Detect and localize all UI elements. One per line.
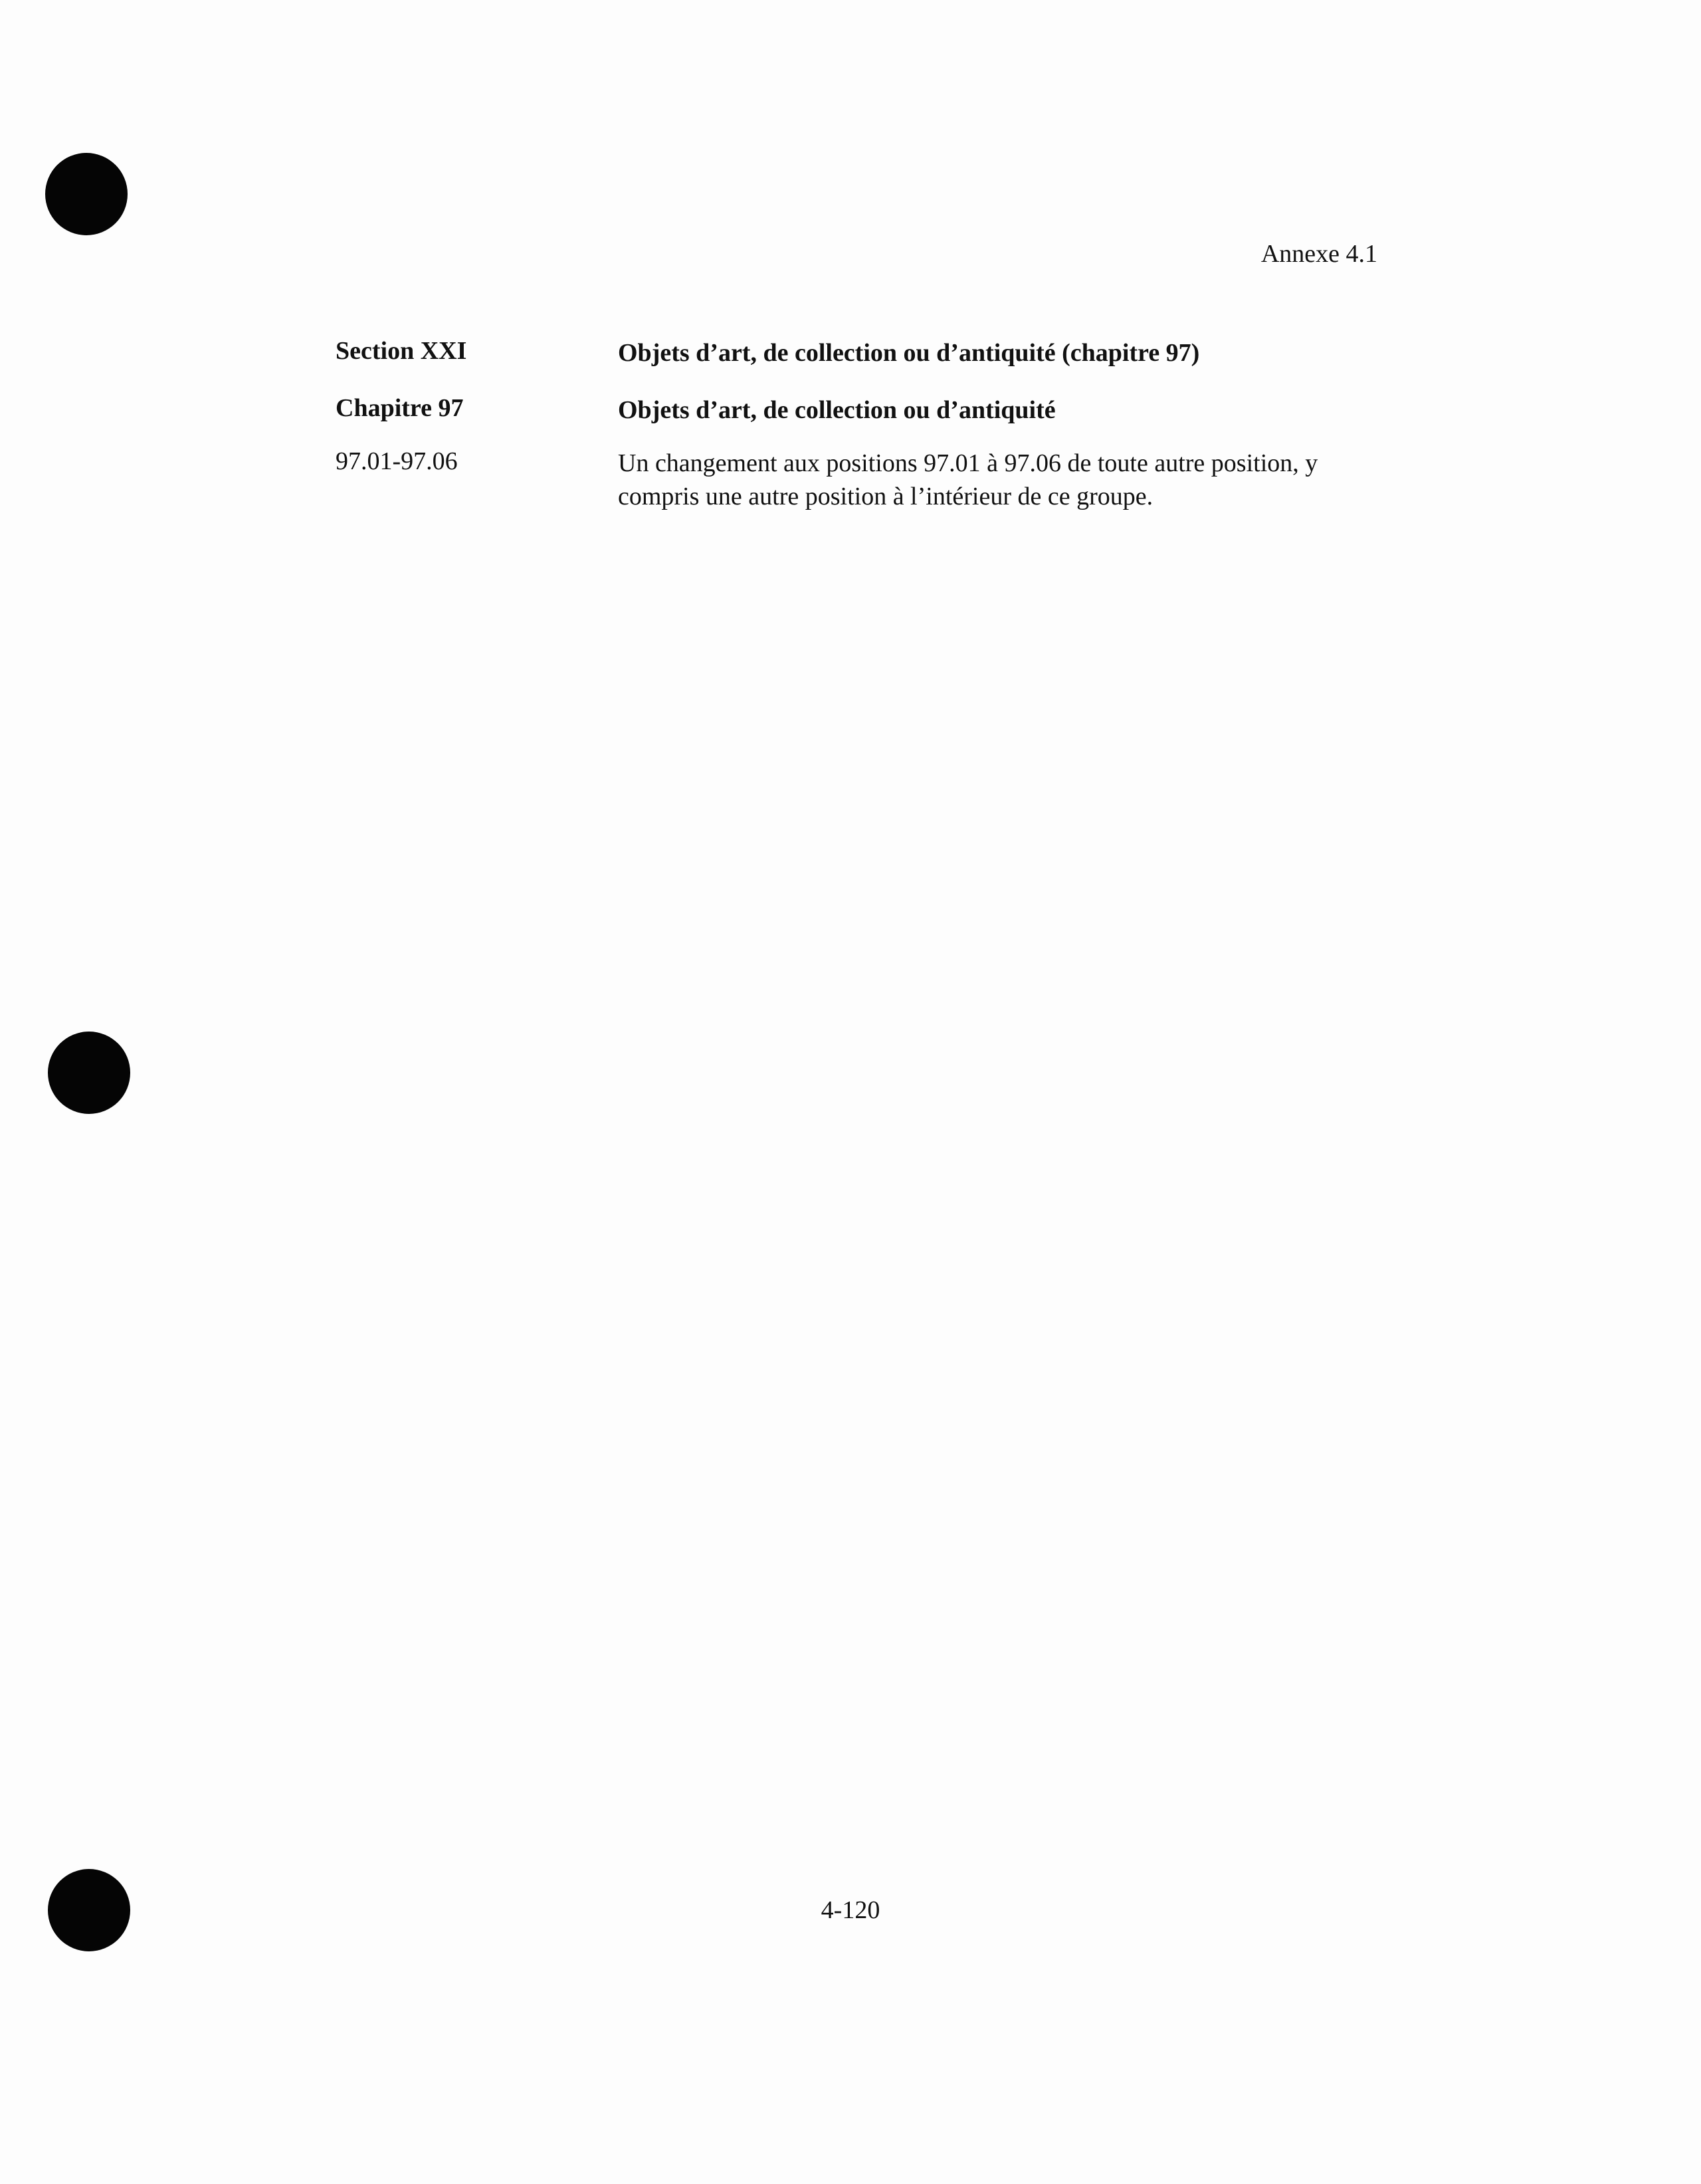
row-code: 97.01-97.06 <box>336 447 458 475</box>
binder-hole-middle <box>48 1032 130 1114</box>
row-code: Section XXI <box>336 337 467 365</box>
row-description: Objets d’art, de collection ou d’antiquité (chapitre 97) <box>618 339 1200 367</box>
binder-hole-top <box>45 153 128 235</box>
row-code: Chapitre 97 <box>336 394 464 422</box>
page-number: 4-120 <box>821 1896 880 1924</box>
row-description: Objets d’art, de collection ou d’antiquité <box>618 396 1056 424</box>
row-description: Un changement aux positions 97.01 à 97.06 de toute autre position, y compris une autre position à l’intérieur de ce groupe. <box>618 449 1318 510</box>
annex-label: Annexe 4.1 <box>1260 240 1377 268</box>
